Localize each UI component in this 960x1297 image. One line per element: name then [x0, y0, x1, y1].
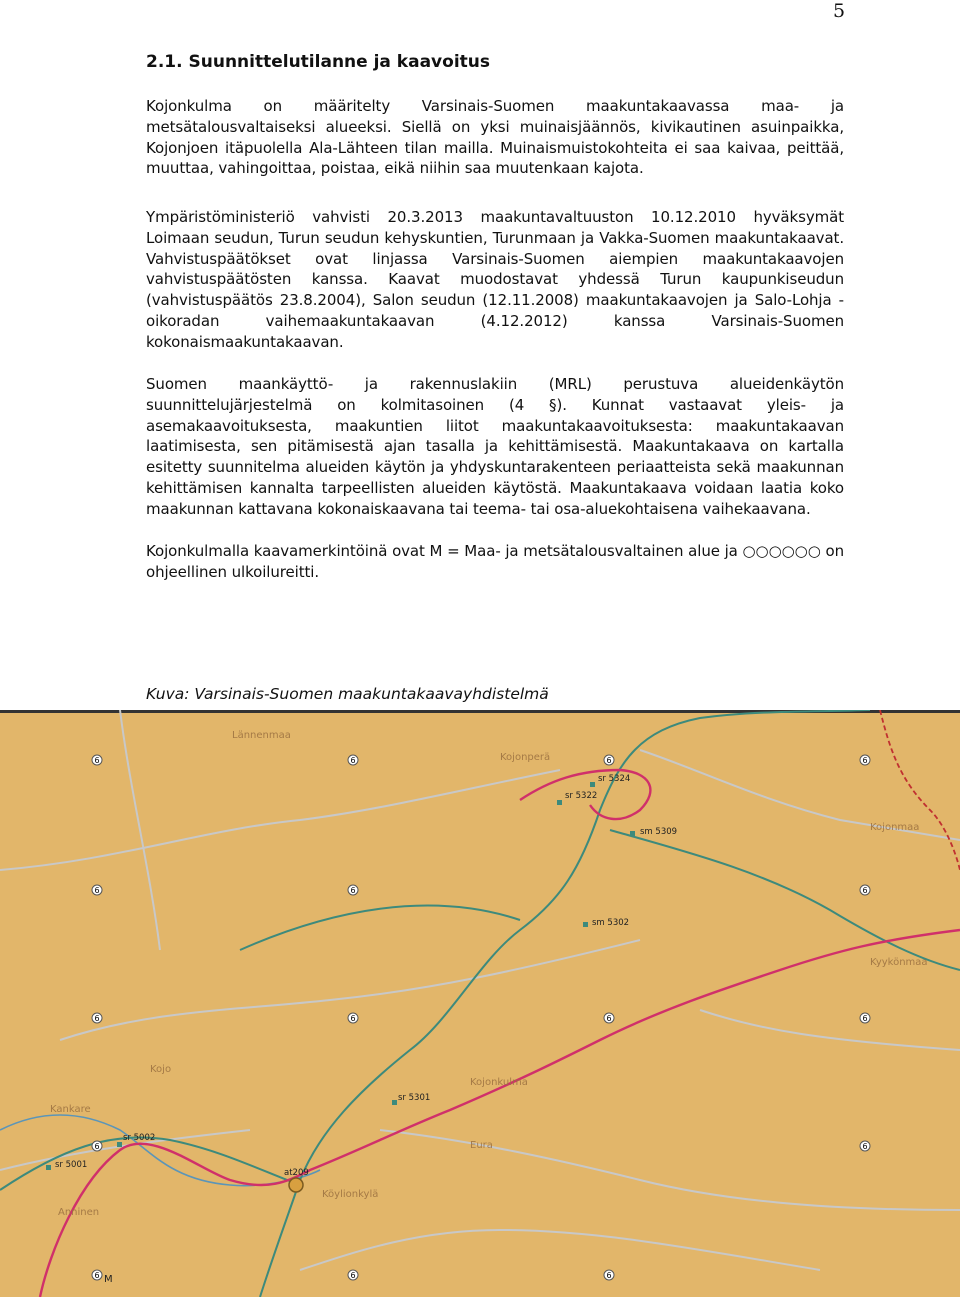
symbol-label: 6	[862, 1014, 868, 1023]
site-label: sr 5301	[398, 1093, 431, 1103]
site-label: sr 5324	[598, 774, 631, 784]
symbol-label: 6	[862, 756, 868, 765]
place-label: Kojonmaa	[870, 822, 920, 833]
place-label: Kankare	[50, 1104, 91, 1115]
site-label: sm 5302	[592, 918, 630, 928]
place-label: Kyykönmaa	[870, 957, 928, 968]
place-label: Kojonperä	[500, 752, 551, 763]
symbol-label: 6	[350, 1014, 356, 1023]
page-number: 5	[833, 0, 846, 22]
symbol-label: 6	[94, 1271, 100, 1280]
figure-caption: Kuva: Varsinais-Suomen maakuntakaavayhdistelmä	[146, 685, 549, 703]
paragraph-markings: Kojonkulmalla kaavamerkintöinä ovat M = Maa- ja metsätalousvaltainen alue ja ○○○○○○ on ohjeellinen ulkoilureitti.	[146, 542, 844, 581]
regional-plan-map	[0, 710, 960, 1297]
symbol-label: 6	[350, 756, 356, 765]
map-image	[0, 710, 960, 1297]
symbol-label: 6	[94, 1142, 100, 1151]
symbol-label: 6	[862, 1142, 868, 1151]
place-label: Anninen	[58, 1207, 100, 1218]
place-label: Kojo	[150, 1064, 172, 1075]
symbol-label: 6	[350, 1271, 356, 1280]
site-label: sr 5002	[123, 1133, 156, 1143]
section-heading: 2.1. Suunnittelutilanne ja kaavoitus	[146, 52, 490, 72]
symbol-label: 6	[606, 1271, 612, 1280]
place-label: Köylionkylä	[322, 1189, 379, 1200]
map-central-marker	[289, 1178, 303, 1192]
paragraph-confirmation: Ympäristöministeriö vahvisti 20.3.2013 maakuntavaltuuston 10.12.2010 hyväksymät Loimaan seudun, Turun seudun kehyskuntien, Turunmaan ja Vakka-Suomen maakuntakaavat. Vahvistuspäätökset ovat linjassa Varsinais-Suomen aiempien maakuntakaavojen vahvistuspäätösten kanssa. Kaavat muodostavat yhdessä Turun kaupunkiseudun (vahvistuspäätös 23.8.2004), Salon seudun (12.11.2008) maakuntakaavojen ja Salo-Lohja -oikoradan vaihemaakuntakaavan (4.12.2012) kanssa Varsinais-Suomen kokonaismaakuntakaavan.	[146, 208, 844, 351]
symbol-label: 6	[350, 886, 356, 895]
symbol-label: 6	[606, 1014, 612, 1023]
map-land	[0, 710, 960, 1297]
paragraph-planning-system: Suomen maankäyttö- ja rakennuslakiin (MRL) perustuva alueidenkäytön suunnittelujärjestelmä on kolmitasoinen (4 §). Kunnat vastaavat yleis- ja asemakaavoituksesta, maakuntien liitot maakuntakaavoituksesta: maakuntakaavan laatimisesta, sen pitämisestä ajan tasalla ja kehittämisestä. Maakuntakaava on kartalla esitetty suunnitelma alueiden käytön ja yhdyskuntarakenteen periaatteista sekä maakunnan kehittämisen kannalta tarpeellisten alueiden käytöstä. Maakuntakaava voidaan laatia koko maakunnan kattavana kokonaiskaavana tai teema- tai osa-aluekohtaisena vaihekaavana.	[146, 375, 844, 518]
symbol-label: 6	[94, 756, 100, 765]
symbol-label: 6	[94, 1014, 100, 1023]
symbol-label: 6	[862, 886, 868, 895]
site-label: sr 5001	[55, 1160, 88, 1170]
place-label: Kojonkulma	[470, 1077, 528, 1088]
symbol-label: 6	[94, 886, 100, 895]
site-label: at209	[284, 1168, 309, 1178]
symbol-label: 6	[606, 756, 612, 765]
site-label: sr 5322	[565, 791, 598, 801]
zone-label-m: M	[104, 1274, 113, 1285]
place-label: Eura	[470, 1140, 493, 1151]
site-label: sm 5309	[640, 827, 678, 837]
place-label: Lännenmaa	[232, 730, 291, 741]
paragraph-intro: Kojonkulma on määritelty Varsinais-Suomen maakuntakaavassa maa- ja metsätalousvaltaiseksi alueeksi. Siellä on yksi muinaisjäännös, kivikautinen asuinpaikka, Kojonjoen itäpuolella Ala-Lähteen tilan mailla. Muinaismuistokohteita ei saa kaivaa, peittää, muuttaa, vahingoittaa, poistaa, eikä niihin saa muutenkaan kajota.	[146, 97, 844, 178]
